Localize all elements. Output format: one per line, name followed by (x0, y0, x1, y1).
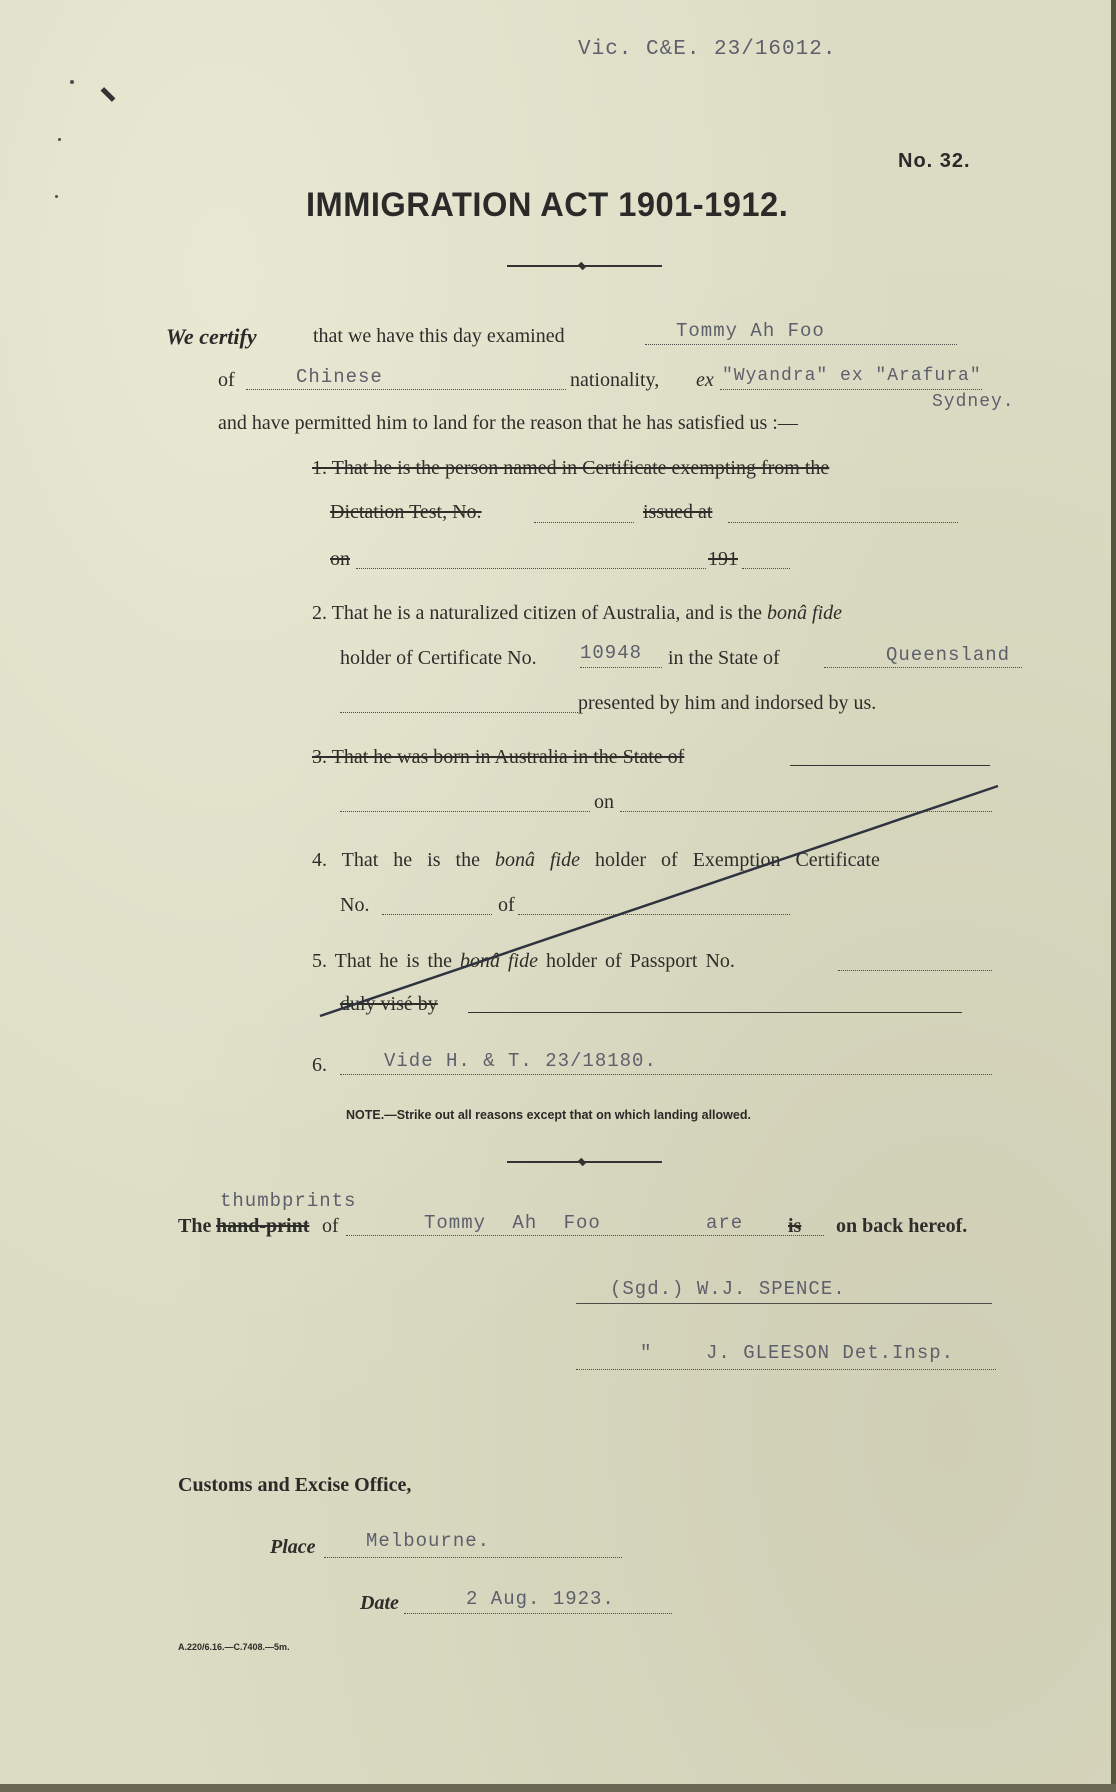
reason-5-text-b: holder of Passport No. (545, 950, 735, 972)
signature-1: (Sgd.) W.J. SPENCE. (610, 1278, 846, 1300)
nationality-value: Chinese (296, 366, 383, 388)
reason-6-line (340, 1074, 992, 1075)
ship-city: Sydney. (932, 392, 1015, 412)
reason-1-issued: issued at (643, 501, 713, 523)
place-label: Place (270, 1536, 316, 1558)
reason-5-line-2: duly visé by (340, 993, 438, 1015)
thumbprint-prefix: The (178, 1215, 212, 1237)
reason-2-holder: holder of Certificate No. (340, 647, 537, 669)
reason-2-state-label: in the State of (668, 647, 780, 669)
date-value: 2 Aug. 1923. (466, 1588, 615, 1610)
reason-2-bona-fide: bonâ fide (767, 602, 843, 624)
thumbprint-name: Tommy Ah Foo (424, 1212, 601, 1234)
date-line (404, 1613, 672, 1614)
ex-label: ex (696, 369, 714, 391)
ornament-divider (507, 1156, 662, 1168)
reason-2-presented: presented by him and indorsed by us. (578, 692, 877, 714)
thumbprint-suffix: on back hereof. (836, 1215, 968, 1237)
certify-prefix: We certify (166, 324, 257, 349)
thumbprint-struck-verb: is (788, 1215, 802, 1237)
nationality-label: nationality, (570, 369, 660, 391)
reason-6-value: Vide H. & T. 23/18180. (384, 1050, 657, 1072)
certify-text: that we have this day examined (313, 325, 565, 347)
reason-2-text: 2. That he is a naturalized citizen of Australia, and is the (312, 602, 763, 624)
thumbprint-of: of (322, 1215, 339, 1237)
reason-4-text-b: holder of Exemption Certificate (594, 849, 880, 871)
reason-4-of: of (498, 894, 515, 916)
place-value: Melbourne. (366, 1530, 491, 1552)
date-label: Date (360, 1592, 399, 1614)
form-number: No. 32. (898, 150, 971, 172)
reason-1-dictation: Dictation Test, No. (330, 501, 482, 523)
page-title: IMMIGRATION ACT 1901-1912. (306, 186, 789, 224)
thumbprint-verb: are (706, 1212, 744, 1234)
of-label: of (218, 369, 235, 391)
signature-2-ditto: " (640, 1342, 653, 1364)
permitted-text: and have permitted him to land for the reason that he has satisfied us :— (218, 412, 798, 434)
state-value: Queensland (886, 644, 1011, 666)
note-text: NOTE.—Strike out all reasons except that on which landing allowed. (346, 1108, 751, 1122)
reason-6-label: 6. (312, 1054, 327, 1076)
ship-value: "Wyandra" ex "Arafura" (722, 366, 982, 386)
signature-2: J. GLEESON Det.Insp. (706, 1342, 955, 1364)
reason-5-bona-fide: bonâ fide (459, 950, 538, 972)
office-heading: Customs and Excise Office, (178, 1474, 412, 1496)
reference-number: Vic. C&E. 23/16012. (578, 38, 837, 61)
reason-1-on: on (330, 548, 350, 570)
reason-1-line-1: 1. That he is the person named in Certificate exempting from the (312, 457, 830, 479)
thumbprint-name-line (346, 1235, 824, 1236)
signature-1-line (576, 1303, 992, 1304)
printer-code: A.220/6.16.—C.7408.—5m. (178, 1642, 290, 1652)
reason-4-bona-fide: bonâ fide (494, 849, 580, 871)
reason-3-on: on (594, 791, 614, 813)
thumbprints-insert: thumbprints (220, 1190, 357, 1212)
reason-4-text-a: 4. That he is the (312, 849, 480, 871)
reason-1-year: 191 (708, 548, 738, 570)
reason-5-text-a: 5. That he is the (312, 950, 452, 972)
reason-4-no: No. (340, 894, 370, 916)
reason-3-line-1: 3. That he was born in Australia in the State of (312, 746, 685, 768)
cert-number: 10948 (580, 642, 643, 664)
thumbprint-struck-word: hand-print (216, 1215, 310, 1237)
examined-name: Tommy Ah Foo (676, 320, 825, 342)
signature-2-line (576, 1369, 996, 1370)
place-line (324, 1557, 622, 1558)
